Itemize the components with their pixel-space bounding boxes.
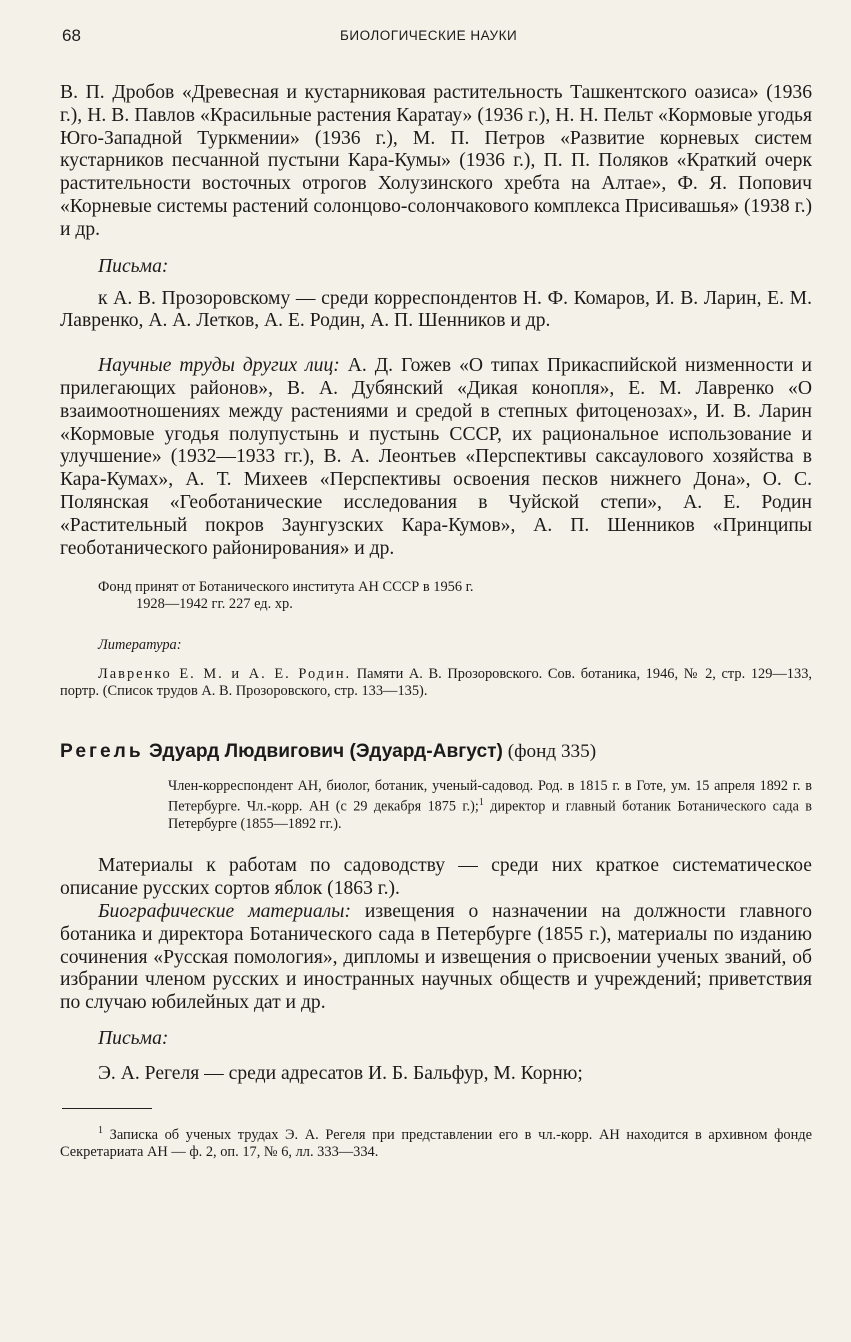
materials-paragraph: Материалы к работам по садоводству — среди них краткое систематическое описание русских сортов яблок (1863 г.).	[60, 855, 812, 900]
entry-bio-part2: директор и главный ботаник Ботанического сада в Петербурге (1855—1892 гг.).	[168, 798, 812, 832]
scientific-works-paragraph	[60, 355, 812, 560]
document-page	[60, 22, 812, 1161]
entry-surname: Регель	[60, 741, 144, 763]
literature-entry	[60, 666, 812, 700]
scientific-works-label: Научные труды других лиц:	[98, 355, 340, 377]
footnote	[60, 1122, 812, 1161]
footnote-text: Записка об ученых трудах Э. А. Регеля при представлении его в чл.-корр. АН находится в архивном фонде Секретариата АН — ф. 2, оп. 17, № 6, лл. 333—334.	[60, 1126, 812, 1160]
footnote-mark: 1	[98, 1124, 103, 1136]
entry-bio	[168, 778, 812, 832]
fond-note-line1: Фонд принят от Ботанического института АН СССР в 1956 г.	[98, 579, 474, 596]
footnote-rule	[62, 1108, 152, 1109]
literature-authors: Лавренко Е. М. и А. Е. Родин.	[98, 666, 352, 683]
regel-letters-paragraph: Э. А. Регеля — среди адресатов И. Б. Бальфур, М. Корню;	[98, 1063, 583, 1085]
entry-heading	[60, 740, 812, 764]
fond-note-line2: 1928—1942 гг. 227 ед. хр.	[136, 596, 293, 613]
letters-paragraph: к А. В. Прозоровскому — среди корреспондентов Н. Ф. Комаров, И. В. Ларин, Е. М. Лавренко, А. А. Летков, А. Е. Родин, А. П. Шенников и др.	[60, 287, 812, 332]
fond-note	[60, 579, 812, 613]
entry-name: Эдуард Людвигович (Эдуард-Август)	[143, 741, 503, 763]
running-title: БИОЛОГИЧЕСКИЕ НАУКИ	[340, 28, 518, 43]
regel-letters-label: Письма:	[98, 1028, 169, 1050]
footnote-ref: 1	[478, 797, 484, 809]
entry-bio-part1: Член-корреспондент АН, биолог, ботаник, ученый-садовод. Род. в 1815 г. в Готе, ум. 15 апреля 1892 г. в Петербурге. Чл.-корр. АН (с 29 декабря 1875 г.);	[168, 778, 812, 815]
works-list-paragraph: В. П. Дробов «Древесная и кустарниковая растительность Ташкентского оазиса» (1936 г.), Н. В. Павлов «Красильные растения Каратау» (1936 г.), Н. Н. Пельт «Кормовые угодья Юго-Западной Туркмении» (1936 г.), М. П. Петров «Развитие корневых систем кустарников песчанной пустыни Кара-Кумы» (1936 г.), П. П. Поляков «Краткий очерк растительности восточных отрогов Холузинского хребта на Алтае», Ф. Я. Попович «Корневые системы растений солонцово-солончакового комплекса Присивашья» (1938 г.) и др.	[60, 82, 812, 240]
bio-materials-text: извещения о назначении на должности главного ботаника и директора Ботанического сада в Петербурге (1855 г.), материалы по изданию сочинения «Русская помология», дипломы и извещения о присвоении ученых званий, об избрании членом русских и иностранных научных обществ и учреждений; приветствия по случаю юбилейных дат и др.	[60, 901, 813, 1014]
letters-label: Письма:	[98, 255, 169, 277]
running-header	[60, 22, 812, 46]
literature-label: Литература:	[98, 637, 182, 654]
bio-materials-paragraph	[60, 901, 812, 1015]
entry-fond: (фонд 335)	[502, 741, 597, 763]
bio-materials-label: Биографические материалы:	[98, 901, 351, 923]
literature-text: Памяти А. В. Прозоровского. Сов. ботаника, 1946, № 2, стр. 129—133, портр. (Список трудов А. В. Прозоровского, стр. 133—135).	[60, 666, 812, 700]
scientific-works-text: А. Д. Гожев «О типах Прикаспийской низменности и прилегающих районов», В. А. Дубянский «Дикая конопля», Е. М. Лавренко «О взаимоотношениях между растениями и средой в степных фитоценозах», И. В. Ларин «Кормовые угодья полупустынь и пустынь СССР, их рациональное использование и улучшение» (1932—1933 гг.), В. А. Леонтьев «Перспективы саксаулового хозяйства в Кара-Кумах», А. Т. Михеев «Перспективы освоения песков нижнего Дона», О. С. Полянская «Геоботанические исследования в Чуйской степи», А. Е. Родин «Растительный покров Заунгузских Кара-Кумов», А. П. Шенников «Принципы геоботанического районирования» и др.	[60, 355, 812, 559]
page-number: 68	[62, 26, 81, 45]
